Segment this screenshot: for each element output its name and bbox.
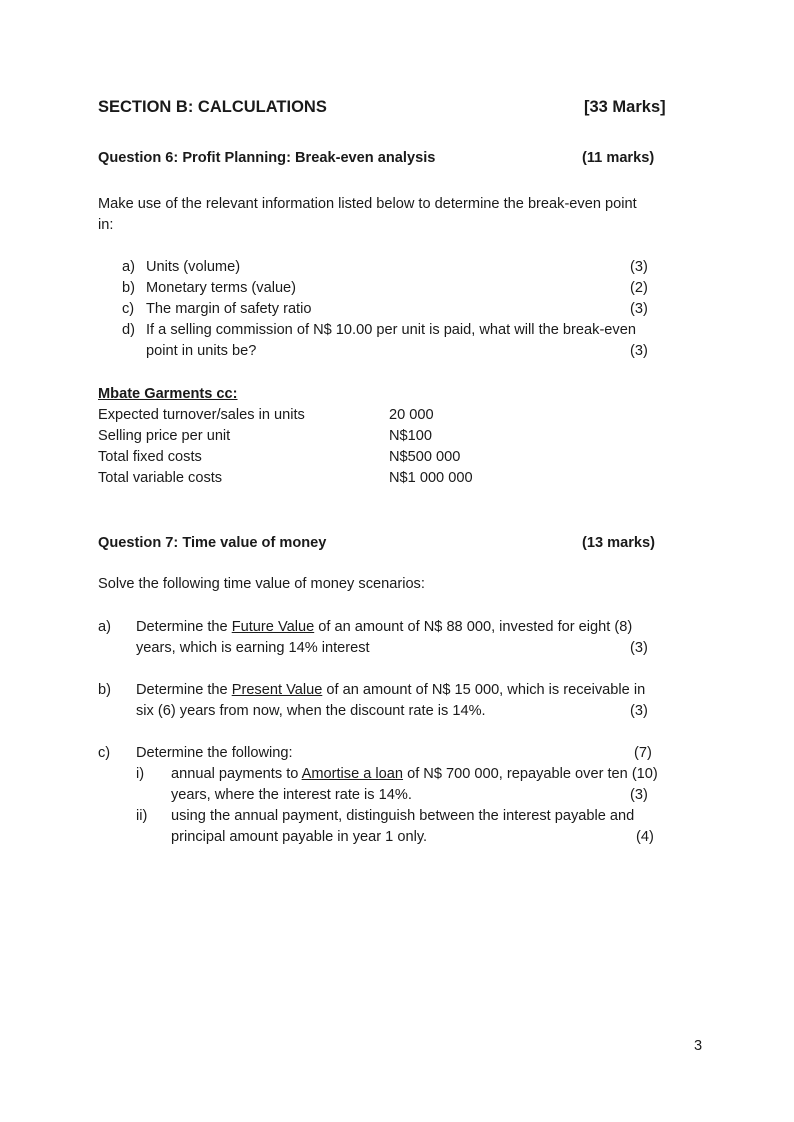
item-label: c) bbox=[122, 301, 135, 317]
item-label: b) bbox=[98, 682, 111, 698]
item-text: years, where the interest rate is 14%. bbox=[171, 787, 412, 803]
section-marks: [33 Marks] bbox=[584, 98, 666, 116]
item-marks: (3) bbox=[630, 343, 648, 359]
q6-title: Question 6: Profit Planning: Break-even analysis bbox=[98, 150, 436, 166]
q6-intro: Make use of the relevant information listed below to determine the break-even point bbox=[98, 196, 637, 212]
table-value: 20 000 bbox=[389, 407, 434, 423]
q6-intro-2: in: bbox=[98, 217, 114, 233]
item-marks: (3) bbox=[630, 301, 648, 317]
item-text: Monetary terms (value) bbox=[146, 280, 297, 296]
item-text: Determine the following: bbox=[136, 745, 293, 761]
item-text: principal amount payable in year 1 only. bbox=[171, 829, 428, 845]
item-marks: (3) bbox=[630, 787, 648, 803]
item-text: annual payments to Amortise a loan of N$ 700 000, repayable over ten (10) bbox=[171, 766, 658, 782]
q6-marks: (11 marks) bbox=[582, 150, 655, 166]
table-value: N$1 000 000 bbox=[389, 470, 473, 486]
item-text: If a selling commission of N$ 10.00 per unit is paid, what will the break-even bbox=[146, 322, 636, 338]
item-label: b) bbox=[122, 280, 135, 296]
page-number: 3 bbox=[694, 1038, 703, 1054]
item-text: Determine the Future Value of an amount of N$ 88 000, invested for eight (8) bbox=[136, 619, 633, 635]
item-marks: (4) bbox=[636, 829, 654, 845]
item-text: using the annual payment, distinguish between the interest payable and bbox=[171, 808, 635, 824]
item-marks: (3) bbox=[630, 259, 648, 275]
item-label: a) bbox=[122, 259, 135, 275]
item-text: years, which is earning 14% interest bbox=[136, 640, 370, 656]
item-text: six (6) years from now, when the discount rate is 14%. bbox=[136, 703, 486, 719]
item-label: d) bbox=[122, 322, 135, 338]
q7-intro: Solve the following time value of money scenarios: bbox=[98, 576, 425, 592]
table-value: N$100 bbox=[389, 428, 433, 444]
item-marks: (3) bbox=[630, 703, 648, 719]
item-label: c) bbox=[98, 745, 111, 761]
item-label: ii) bbox=[136, 808, 148, 824]
item-marks: (2) bbox=[630, 280, 648, 296]
company-name: Mbate Garments cc: bbox=[98, 386, 238, 402]
item-text: Units (volume) bbox=[146, 259, 241, 275]
table-label: Total variable costs bbox=[98, 470, 223, 486]
table-label: Selling price per unit bbox=[98, 428, 231, 444]
q7-marks: (13 marks) bbox=[582, 535, 656, 551]
item-text: point in units be? bbox=[146, 343, 257, 359]
item-label: i) bbox=[136, 766, 145, 782]
table-value: N$500 000 bbox=[389, 449, 461, 465]
item-marks: (3) bbox=[630, 640, 648, 656]
item-marks: (7) bbox=[634, 745, 652, 761]
item-label: a) bbox=[98, 619, 111, 635]
table-label: Total fixed costs bbox=[98, 449, 202, 465]
item-text: Determine the Present Value of an amount of N$ 15 000, which is receivable in bbox=[136, 682, 646, 698]
section-title: SECTION B: CALCULATIONS bbox=[98, 98, 327, 116]
item-text: The margin of safety ratio bbox=[146, 301, 312, 317]
table-label: Expected turnover/sales in units bbox=[98, 407, 305, 423]
q7-title: Question 7: Time value of money bbox=[98, 535, 327, 551]
